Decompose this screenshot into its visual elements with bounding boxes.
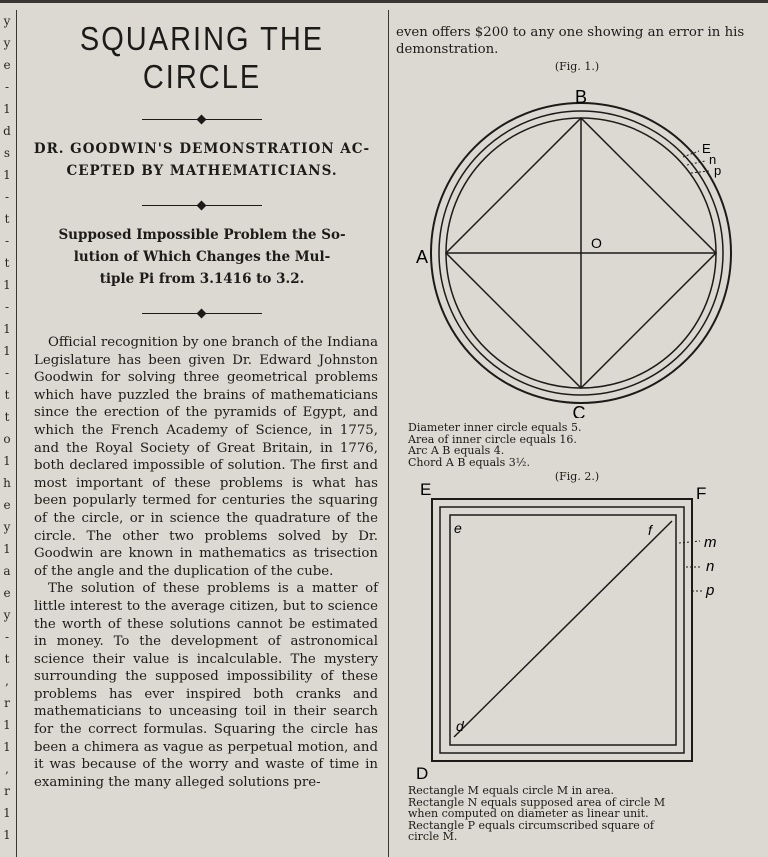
point-small-d-label: d bbox=[456, 718, 464, 734]
point-small-e-label: e bbox=[454, 520, 462, 536]
divider-ornament bbox=[142, 306, 262, 320]
paragraph-2: The solution of these problems is a matter of little interest to the average citizen, but to science the worth of these solutions cannot be estimated in money. To the development of astronomical science their value is incalculable. The mystery surrounding the supposed impossibility of these problems has ever inspired both cranks and mathematicians to unceasing toil in their search for the correct formulas. Squaring the circle has been a chimera as vague as perpetual motion, and it was because of the worry and waste of time in examining the many alleged solutions pre- bbox=[34, 581, 378, 790]
strip-char: t bbox=[4, 256, 10, 270]
fig1-caption-line: Chord A B equals 3½. bbox=[408, 455, 530, 469]
strip-char: y bbox=[3, 14, 11, 28]
strip-char: s bbox=[3, 146, 11, 160]
fig2-caption-line: Rectangle P equals circumscribed square of bbox=[408, 818, 654, 832]
fig1-label: (Fig. 1.) bbox=[554, 60, 600, 73]
point-o-label: O bbox=[591, 235, 602, 251]
strip-char: 1 bbox=[3, 718, 11, 732]
fig2-caption-line: when computed on diameter as linear unit. bbox=[408, 807, 649, 820]
subdeck-line: lution of Which Changes the Mul- bbox=[73, 249, 331, 265]
strip-char: 1 bbox=[3, 278, 11, 292]
paragraph-1: Official recognition by one branch of the Indiana Legislature has been given Dr. Edward Johnston Goodwin for solving three geometrical problems which have puzzled the brains of mathematicians since the erection of the pyramids of Egypt, and which the French Academy of Science, in 1775, and the Royal Society of Great Britain, in 1776, both declared impossible of solution. The first and most important of these problems is what has been popularly termed for centuries the squaring of the circle, or in science the quadrature of the circle. The other two problems solved by Dr. Goodwin are known in mathematics as trisection of the angle and the duplication of the cube. bbox=[34, 335, 378, 579]
fig2-caption-line: Rectangle N equals supposed area of circle M bbox=[408, 795, 666, 809]
fig2-square-diagram bbox=[396, 483, 758, 783]
strip-char: t bbox=[4, 652, 10, 666]
point-n-label: n bbox=[709, 152, 717, 167]
article-column bbox=[20, 20, 384, 791]
leader-m bbox=[679, 541, 700, 543]
strip-char: e bbox=[3, 58, 11, 72]
strip-char: y bbox=[3, 36, 11, 50]
strip-char: 1 bbox=[3, 806, 11, 820]
divider-ornament bbox=[142, 198, 262, 212]
point-p-label: p bbox=[706, 582, 715, 599]
headline: SQUARING THE CIRCLE bbox=[79, 21, 325, 96]
deck-line: DR. GOODWIN'S DEMONSTRATION AC- bbox=[33, 141, 371, 157]
fig1-caption-line: Area of inner circle equals 16. bbox=[408, 432, 577, 446]
strip-char: 1 bbox=[3, 828, 11, 842]
subdeck-line: Supposed Impossible Problem the So- bbox=[58, 227, 346, 243]
strip-char: 1 bbox=[3, 168, 11, 182]
figure-column bbox=[396, 24, 758, 843]
point-d-label: D bbox=[416, 764, 429, 783]
strip-char: 1 bbox=[3, 542, 11, 556]
strip-char: t bbox=[4, 388, 10, 402]
point-n-label: n bbox=[706, 558, 715, 575]
fig1-caption-line: Arc A B equals 4. bbox=[408, 444, 505, 457]
top-rule bbox=[0, 0, 768, 3]
deck bbox=[30, 138, 374, 182]
strip-char: , bbox=[5, 762, 9, 776]
strip-char: - bbox=[4, 850, 10, 857]
strip-char: - bbox=[4, 80, 10, 94]
fig1-caption-line: Diameter inner circle equals 5. bbox=[408, 421, 582, 434]
column-rule-middle bbox=[388, 10, 389, 857]
strip-char: , bbox=[5, 674, 9, 688]
diagonal-df bbox=[454, 521, 672, 737]
fig2-caption-line: Rectangle M equals circle M in area. bbox=[408, 784, 615, 797]
point-a-label: A bbox=[416, 247, 429, 267]
strip-char: - bbox=[4, 366, 10, 380]
strip-char: a bbox=[3, 564, 11, 578]
strip-char: d bbox=[3, 124, 11, 138]
strip-char: 1 bbox=[3, 322, 11, 336]
strip-char: t bbox=[4, 410, 10, 424]
strip-char: - bbox=[4, 300, 10, 314]
point-e-label: E bbox=[702, 141, 711, 156]
strip-char: - bbox=[4, 630, 10, 644]
strip-char: h bbox=[3, 476, 11, 490]
strip-char: 1 bbox=[3, 344, 11, 358]
strip-char: y bbox=[3, 608, 11, 622]
fig1-captions bbox=[396, 422, 758, 468]
strip-char: y bbox=[3, 520, 11, 534]
point-m-label: m bbox=[704, 534, 717, 551]
continuation-text: even offers $200 to any one showing an error in his demonstration. bbox=[396, 25, 745, 57]
point-b-label: B bbox=[574, 87, 588, 107]
point-f-label: F bbox=[696, 484, 707, 503]
fig2-label: (Fig. 2.) bbox=[554, 470, 600, 483]
fig1-circle-diagram bbox=[396, 73, 758, 418]
fig2-caption-line: circle M. bbox=[408, 830, 458, 843]
point-p-label: p bbox=[714, 163, 722, 178]
strip-char: e bbox=[3, 586, 11, 600]
strip-char: 1 bbox=[3, 454, 11, 468]
divider-ornament bbox=[142, 112, 262, 126]
point-small-f-label: f bbox=[648, 522, 652, 538]
subdeck-line: tiple Pi from 3.1416 to 3.2. bbox=[99, 271, 305, 287]
column-rule-left bbox=[16, 10, 17, 857]
subdeck bbox=[28, 224, 376, 290]
strip-char: - bbox=[4, 190, 10, 204]
strip-char: 1 bbox=[3, 740, 11, 754]
point-c-label: C bbox=[572, 403, 586, 418]
strip-char: r bbox=[4, 784, 10, 798]
point-e-label: E bbox=[420, 483, 432, 499]
deck-line: CEPTED BY MATHEMATICIANS. bbox=[66, 163, 338, 179]
fig2-captions bbox=[396, 785, 758, 843]
strip-char: t bbox=[4, 212, 10, 226]
strip-char: o bbox=[3, 432, 11, 446]
strip-char: - bbox=[4, 234, 10, 248]
adjacent-column-fragment bbox=[0, 10, 14, 857]
strip-char: 1 bbox=[3, 102, 11, 116]
strip-char: r bbox=[4, 696, 10, 710]
strip-char: e bbox=[3, 498, 11, 512]
